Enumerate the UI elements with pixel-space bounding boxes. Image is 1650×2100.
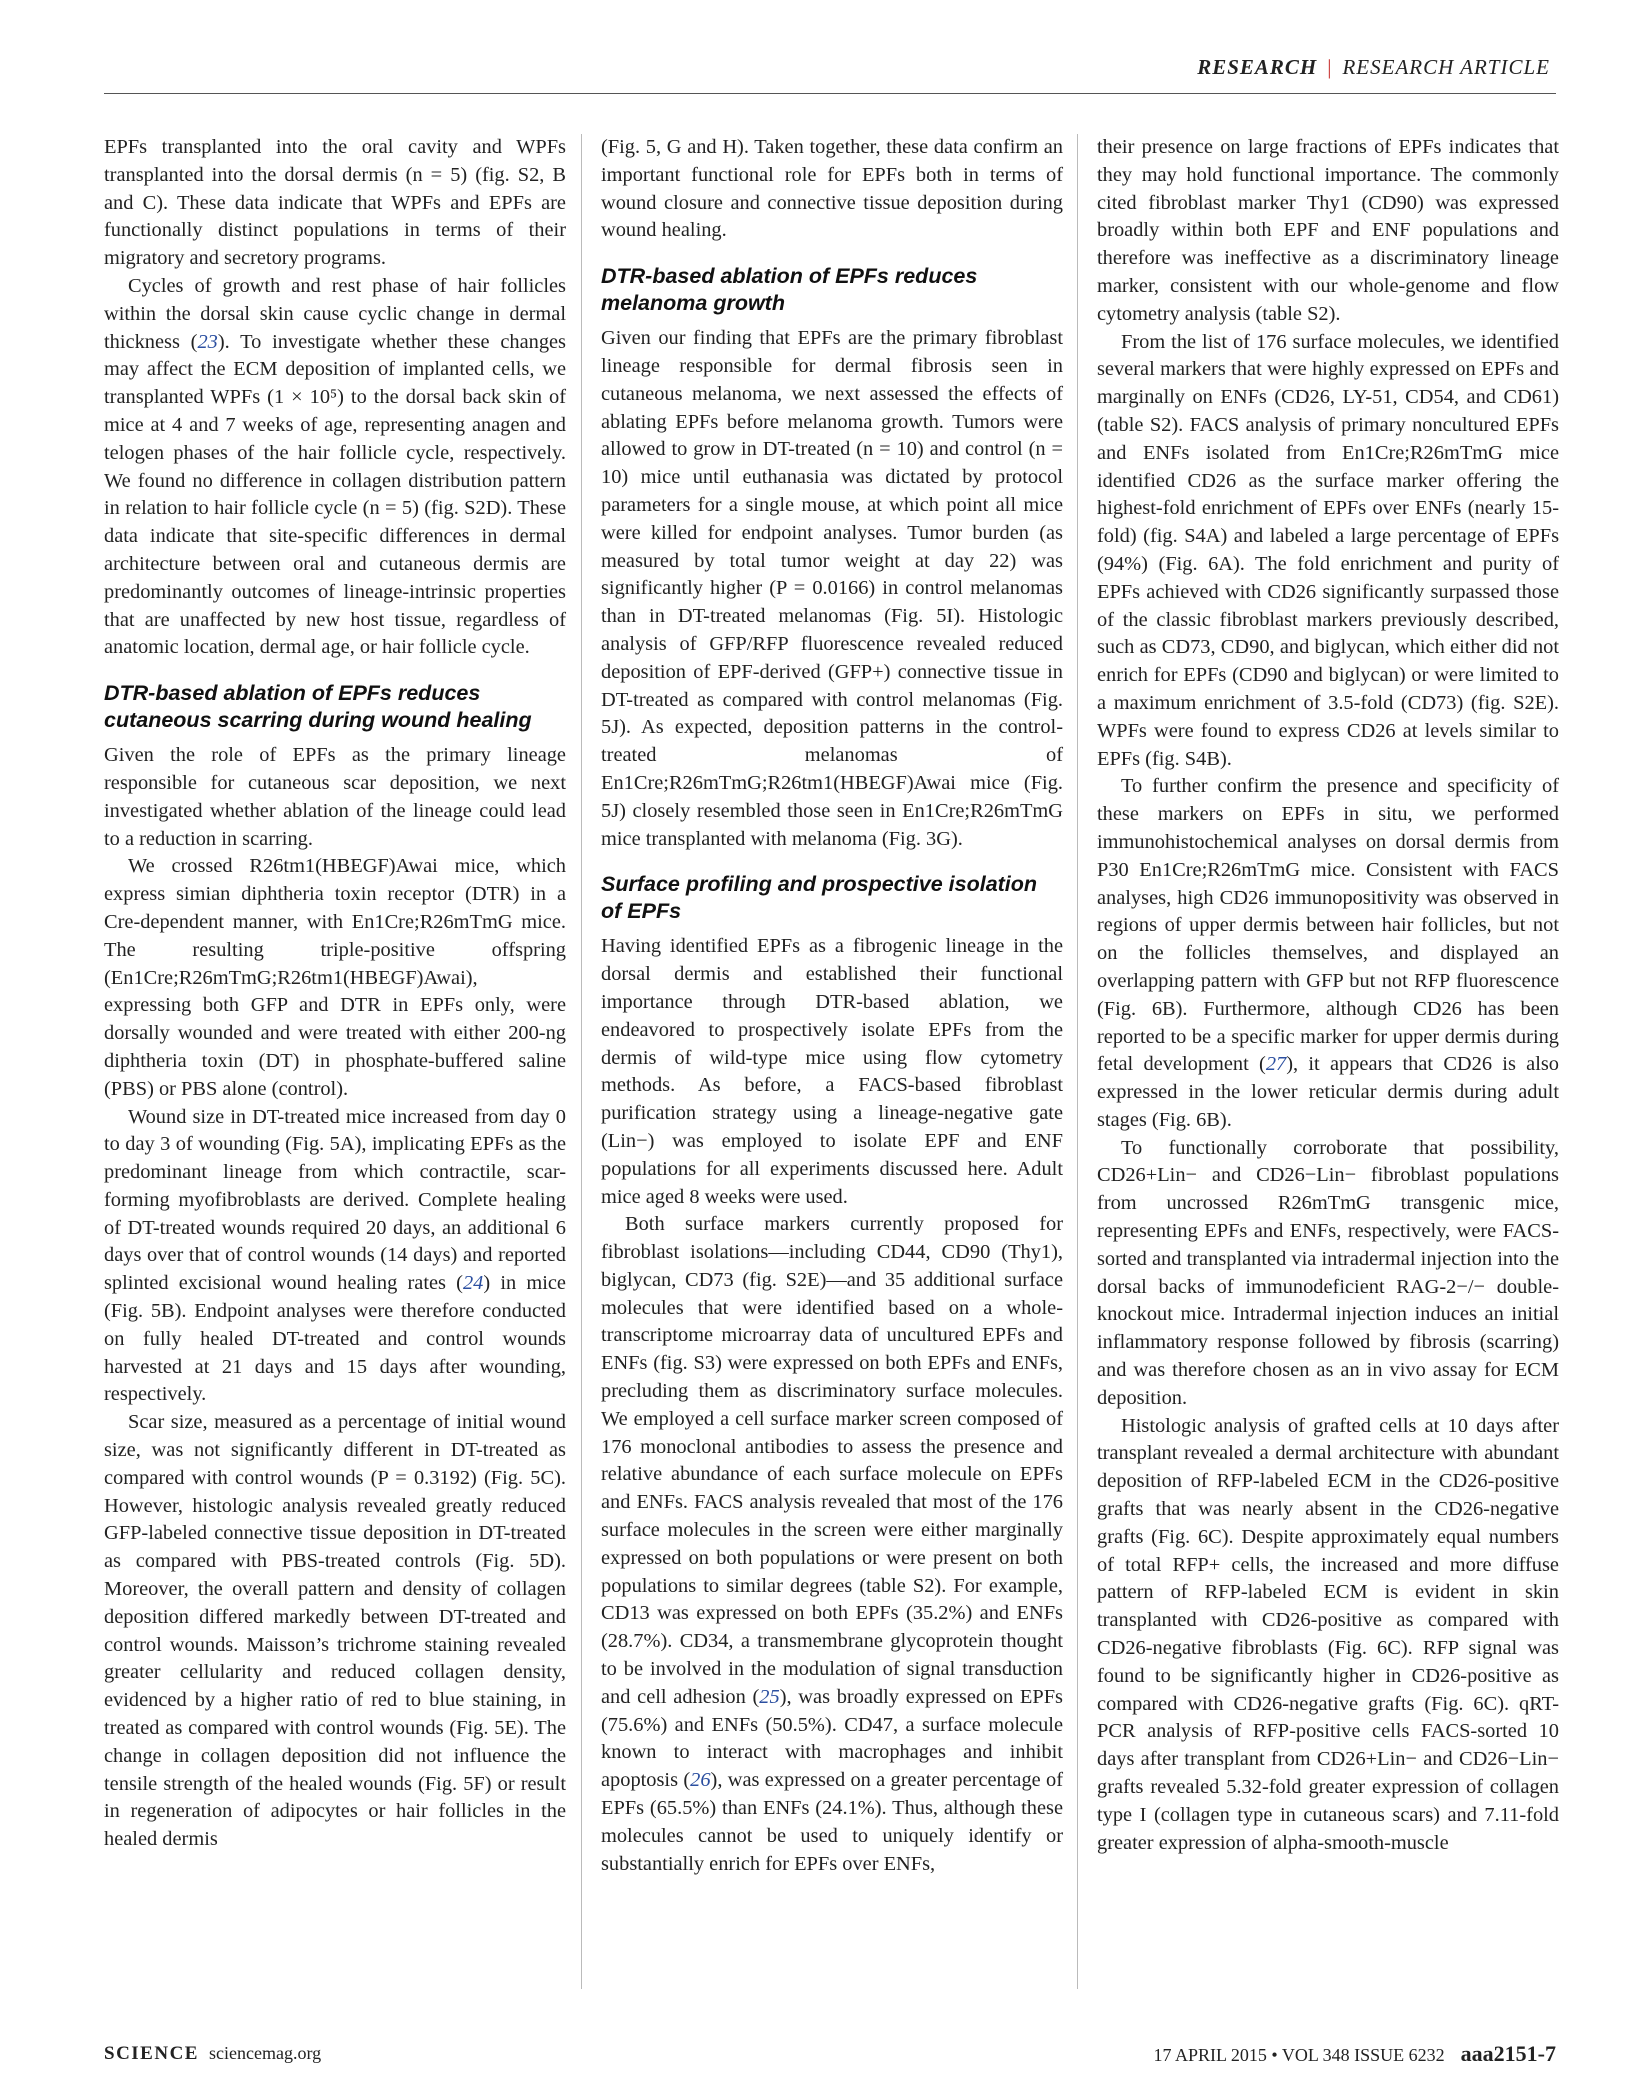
reference-link[interactable]: 25 <box>759 1685 780 1708</box>
paragraph: Scar size, measured as a percentage of initial wound size, was not significantly different in DT-treated as compared with control wounds (P = 0.3192) (Fig. 5C). However, histologic analysis revealed greatly reduced GFP-labeled connective tissue deposition in DT-treated as compared with PBS-treated controls (Fig. 5D). Moreover, the overall pattern and density of collagen deposition differed markedly between DT-treated and control wounds. Maisson’s trichrome staining revealed greater cellularity and reduced collagen density, evidenced by a higher ratio of red to blue staining, in treated as compared with control wounds (Fig. 5E). The change in collagen deposition did not influence the tensile strength of the healed wounds (Fig. 5F) or result in regeneration of adipocytes or hair follicles in the healed dermis <box>104 1411 566 1851</box>
section-heading: DTR-based ablation of EPFs reduces melanoma growth <box>601 264 978 316</box>
running-header <box>1197 55 1550 80</box>
paragraph: To functionally corroborate that possibility, CD26+Lin− and CD26−Lin− fibroblast populations from uncrossed R26mTmG transgenic mice, representing EPFs and ENFs, respectively, were FACS-sorted and transplanted via intradermal injection into the dorsal backs of immunodeficient RAG-2−/− double-knockout mice. Intradermal injection induces an initial inflammatory response followed by fibrosis (scarring) and was therefore chosen as an in vivo assay for ECM deposition. <box>1097 1136 1559 1409</box>
column-divider <box>581 134 582 1989</box>
header-subsection: RESEARCH ARTICLE <box>1342 55 1550 79</box>
section-heading: Surface profiling and prospective isolation of EPFs <box>601 872 1038 924</box>
paragraph: EPFs transplanted into the oral cavity and WPFs transplanted into the dorsal dermis (n = 5) (fig. S2, B and C). These data indicate that WPFs and EPFs are functionally distinct populations in terms of their migratory and secretory programs. <box>104 136 566 270</box>
journal-name: SCIENCE <box>104 2043 199 2064</box>
journal-website[interactable]: sciencemag.org <box>208 2043 322 2063</box>
reference-link[interactable]: 27 <box>1265 1053 1287 1076</box>
reference-link[interactable]: 24 <box>462 1272 484 1295</box>
paragraph: (Fig. 5, G and H). Taken together, these data confirm an important functional role for EPFs both in terms of wound closure and connective tissue deposition during wound healing. <box>601 136 1063 242</box>
section-heading: DTR-based ablation of EPFs reduces cutaneous scarring during wound healing <box>104 681 532 733</box>
header-separator: | <box>1327 55 1333 79</box>
paragraph: To further confirm the presence and specificity of these markers on EPFs in situ, we performed immunohistochemical analyses on dorsal dermis from P30 En1Cre;R26mTmG mice. Consistent with FACS analyses, high CD26 immunopositivity was observed in regions of upper dermis between hair follicles, but not on the follicles themselves, and displayed an overlapping pattern with GFP but not RFP fluorescence (Fig. 6B). Furthermore, although CD26 has been reported to be a specific marker for upper dermis during fetal development (27), it appears that CD26 is also expressed in the lower reticular dermis during adult stages (Fig. 6B). <box>1097 775 1559 1131</box>
reference-link[interactable]: 23 <box>197 330 218 353</box>
page-footer <box>104 2043 1556 2065</box>
paragraph: We crossed R26tm1(HBEGF)Awai mice, which express simian diphtheria toxin receptor (DTR) in a Cre-dependent manner, with En1Cre;R26mTmG mice. The resulting triple-positive offspring (En1Cre;R26mTmG;R26tm1(HBEGF)Awai), expressing both GFP and DTR in EPFs only, were dorsally wounded and were treated with either 200-ng diphtheria toxin (DT) in phosphate-buffered saline (PBS) or PBS alone (control). <box>104 855 566 1100</box>
column-2 <box>601 134 1063 1878</box>
paragraph: Given the role of EPFs as the primary lineage responsible for cutaneous scar deposition, we next investigated whether ablation of the lineage could lead to a reduction in scarring. <box>104 744 566 850</box>
paragraph: Cycles of growth and rest phase of hair follicles within the dorsal skin cause cyclic change in dermal thickness (23). To investigate whether these changes may affect the ECM deposition of implanted cells, we transplanted WPFs (1 × 10⁵) to the dorsal back skin of mice at 4 and 7 weeks of age, representing anagen and telogen phases of the hair follicle cycle, respectively. We found no difference in collagen distribution pattern in relation to hair follicle cycle (n = 5) (fig. S2D). These data indicate that site-specific differences in dermal architecture between oral and cutaneous dermis are predominantly outcomes of lineage-intrinsic properties that are unaffected by new host tissue, regardless of anatomic location, dermal age, or hair follicle cycle. <box>104 274 566 659</box>
header-rule <box>104 93 1556 94</box>
page-number: aaa2151-7 <box>1460 2041 1556 2066</box>
paragraph: Having identified EPFs as a fibrogenic lineage in the dorsal dermis and established their functional importance through DTR-based ablation, we endeavored to prospectively isolate EPFs from the dermis of wild-type mice using flow cytometry methods. As before, a FACS-based fibroblast purification strategy using a lineage-negative gate (Lin−) was employed to isolate EPF and ENF populations for all experiments discussed here. Adult mice aged 8 weeks were used. <box>601 935 1063 1208</box>
reference-link[interactable]: 26 <box>690 1769 711 1792</box>
header-section: RESEARCH <box>1197 55 1318 79</box>
footer-right <box>1154 2041 1556 2067</box>
paragraph: their presence on large fractions of EPFs indicates that they may hold functional importance. The commonly cited fibroblast marker Thy1 (CD90) was expressed broadly within both EPF and ENF populations and therefore was ineffective as a discriminatory lineage marker, consistent with our whole-genome and flow cytometry analysis (table S2). <box>1097 136 1559 325</box>
paragraph: Wound size in DT-treated mice increased from day 0 to day 3 of wounding (Fig. 5A), implicating EPFs as the predominant lineage from which contractile, scar-forming myofibroblasts are derived. Complete healing of DT-treated wounds required 20 days, an additional 6 days over that of control wounds (14 days) and reported splinted excisional wound healing rates (24) in mice (Fig. 5B). Endpoint analyses were therefore conducted on fully healed DT-treated and control wounds harvested at 21 days and 15 days after wounding, respectively. <box>104 1105 566 1406</box>
column-divider <box>1077 134 1078 1989</box>
column-1 <box>104 134 566 1854</box>
column-3 <box>1097 134 1559 1857</box>
paragraph: From the list of 176 surface molecules, we identified several markers that were highly expressed on EPFs and marginally on ENFs (CD26, LY-51, CD54, and CD61) (table S2). FACS analysis of primary noncultured EPFs and ENFs isolated from En1Cre;R26mTmG mice identified CD26 as the surface marker offering the highest-fold enrichment of EPFs over ENFs (nearly 15-fold) (fig. S4A) and labeled a large percentage of EPFs (94%) (Fig. 6A). The fold enrichment and purity of EPFs achieved with CD26 significantly surpassed those of the classic fibroblast markers previously described, such as CD73, CD90, and biglycan, which either did not enrich for EPFs (CD90 and biglycan) or were limited to a maximum enrichment of 3.5-fold (CD73) (fig. S2E). WPFs were found to express CD26 at levels similar to EPFs (fig. S4B). <box>1097 330 1559 770</box>
issue-info: 17 APRIL 2015 • VOL 348 ISSUE 6232 <box>1153 2045 1445 2065</box>
paragraph: Both surface markers currently proposed for fibroblast isolations—including CD44, CD90 (Thy1), biglycan, CD73 (fig. S2E)—and 35 additional surface molecules that were identified based on a whole-transcriptome microarray data of uncultured EPFs and ENFs (fig. S3) were expressed on both EPFs and ENFs, precluding them as discriminatory surface molecules. We employed a cell surface marker screen composed of 176 monoclonal antibodies to assess the presence and relative abundance of each surface molecule on EPFs and ENFs. FACS analysis revealed that most of the 176 surface molecules in the screen were either marginally expressed on both populations or were present on both populations to similar degrees (table S2). For example, CD13 was expressed on both EPFs (35.2%) and ENFs (28.7%). CD34, a transmembrane glycoprotein thought to be involved in the modulation of signal transduction and cell adhesion (25), was broadly expressed on EPFs (75.6%) and ENFs (50.5%). CD47, a surface molecule known to interact with macrophages and inhibit apoptosis (26), was expressed on a greater percentage of EPFs (65.5%) than ENFs (24.1%). Thus, although these molecules cannot be used to uniquely identify or substantially enrich for EPFs over ENFs, <box>601 1213 1063 1875</box>
paragraph: Given our finding that EPFs are the primary fibroblast lineage responsible for dermal fibrosis seen in cutaneous melanoma, we next assessed the effects of ablating EPFs before melanoma growth. Tumors were allowed to grow in DT-treated (n = 10) and control (n = 10) mice until euthanasia was dictated by protocol parameters for a single mouse, at which point all mice were killed for endpoint analyses. Tumor burden (as measured by total tumor weight at day 22) was significantly higher (P = 0.0166) in control melanomas than in DT-treated melanomas (Fig. 5I). Histologic analysis of GFP/RFP fluorescence revealed reduced deposition of EPF-derived (GFP+) connective tissue in DT-treated as compared with control melanomas (Fig. 5J). As expected, deposition patterns in the control-treated melanomas of En1Cre;R26mTmG;R26tm1(HBEGF)Awai mice (Fig. 5J) closely resembled those seen in En1Cre;R26mTmG mice transplanted with melanoma (Fig. 3G). <box>601 327 1063 850</box>
paragraph: Histologic analysis of grafted cells at 10 days after transplant revealed a dermal architecture with abundant deposition of RFP-labeled ECM in the CD26-positive grafts that was nearly absent in the CD26-negative grafts (Fig. 6C). Despite approximately equal numbers of total RFP+ cells, the increased and more diffuse pattern of RFP-labeled ECM is evident in skin transplanted with CD26-positive as compared with CD26-negative fibroblasts (Fig. 6C). RFP signal was found to be significantly higher in CD26-positive as compared with CD26-negative grafts (Fig. 6C). qRT-PCR analysis of RFP-positive cells FACS-sorted 10 days after transplant from CD26+Lin− and CD26−Lin− grafts revealed 5.32-fold greater expression of collagen type I (collagen type in cutaneous scars) and 7.11-fold greater expression of alpha-smooth-muscle <box>1097 1414 1559 1854</box>
